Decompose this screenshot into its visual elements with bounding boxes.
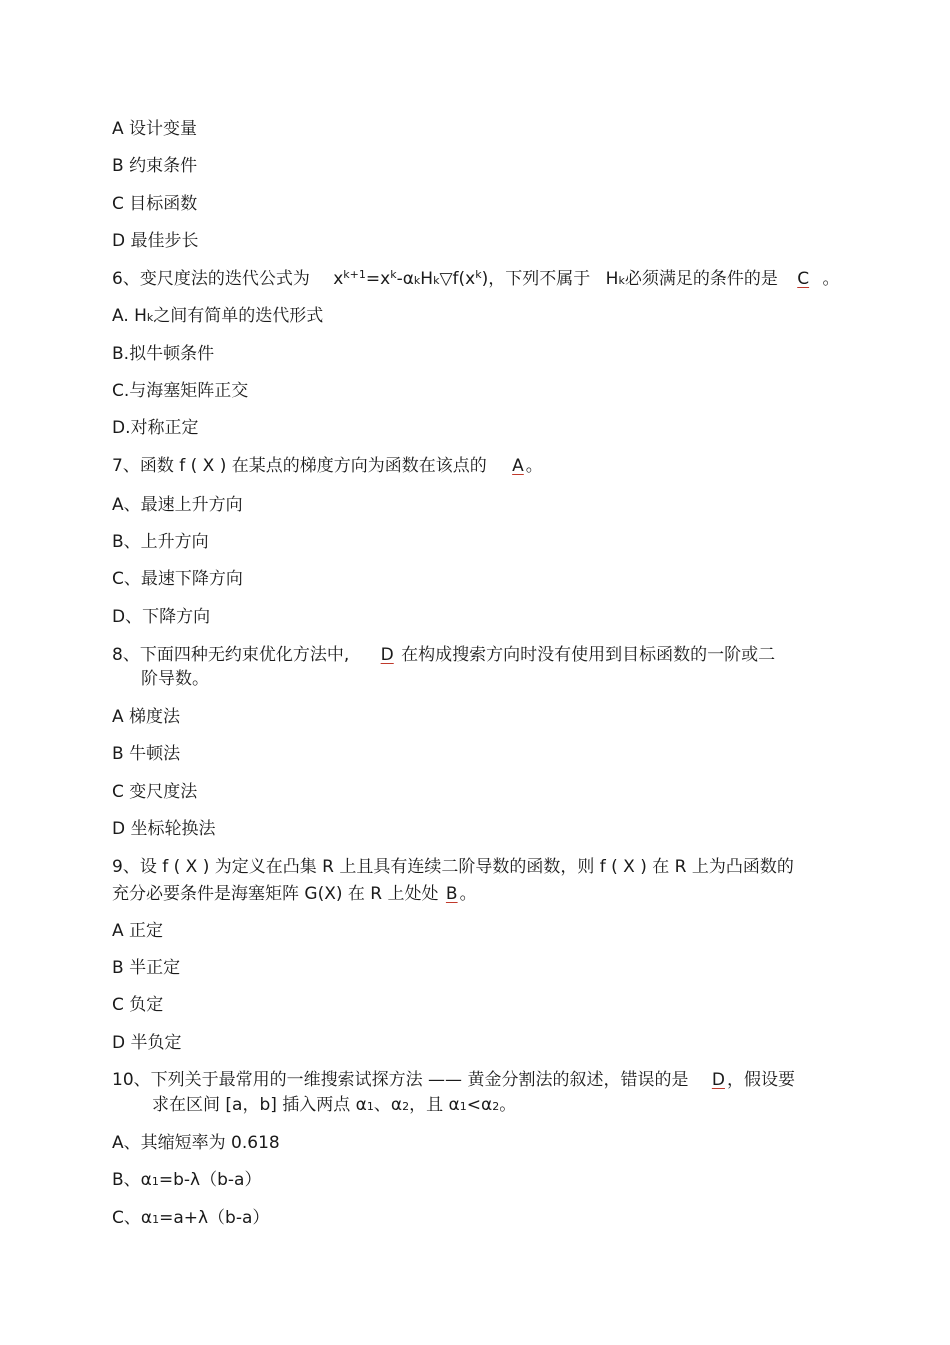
q7-option-b: B、上升方向 [112, 532, 209, 552]
q8-option-c: C 变尺度法 [112, 782, 198, 802]
q6-text-k: k [618, 274, 625, 287]
q10-option-c-a: C、α [112, 1208, 153, 1228]
q8-text-c: 阶导数。 [141, 669, 209, 689]
q10-line-2 [152, 1094, 516, 1118]
q10-line-2-a: 求在区间 [a，b] 插入两点 α [152, 1095, 367, 1115]
q10-answer: D [711, 1070, 725, 1090]
q9-end: 。 [459, 884, 477, 904]
question-8 [112, 644, 775, 666]
q10-option-c-s: 1 [152, 1213, 160, 1226]
q10-option-b-b: =b-λ（b-a） [158, 1170, 262, 1190]
q8-text-b: 在构成搜索方向时没有使用到目标函数的一阶或二 [401, 645, 776, 665]
q9-line-1: 9、设 f ( X ) 为定义在凸集 R 上且具有连续二阶导数的函数，则 f ( X ) 在 R 上为凸函数的 [112, 857, 794, 877]
q6-option-d: D.对称正定 [112, 418, 199, 438]
q6-formula-h: H [420, 269, 434, 289]
q6-formula [333, 269, 488, 289]
q10-option-b [112, 1169, 261, 1193]
q10-line-2-s2: 2 [402, 1100, 410, 1113]
q5-option-c: C 目标函数 [112, 194, 198, 214]
q5-option-b: B 约束条件 [112, 156, 198, 176]
q10-line-2-c: ，且 α [409, 1095, 460, 1115]
q9-answer: B [445, 884, 458, 904]
q9-option-d: D 半负定 [112, 1033, 182, 1053]
q8-option-d: D 坐标轮换法 [112, 819, 216, 839]
q6-formula-sup1: k+1 [343, 268, 366, 281]
q6-option-a [112, 305, 323, 329]
q6-option-b: B.拟牛顿条件 [112, 344, 215, 364]
q10-option-c-b: =a+λ（b-a） [159, 1208, 270, 1228]
q6-formula-eq: =x [365, 269, 391, 289]
q6-text-h: H [605, 269, 619, 289]
q10-option-b-a: B、α [112, 1170, 152, 1190]
q10-line-2-d: <α [466, 1095, 493, 1115]
q6-formula-k1: k [413, 274, 421, 287]
q10-text-a: 10、下列关于最常用的一维搜索试探方法 —— 黄金分割法的叙述，错误的是 [112, 1070, 689, 1090]
q7-answer: A [512, 456, 524, 476]
q6-formula-k2: k [433, 274, 440, 287]
q7-option-d: D、下降方向 [112, 607, 211, 627]
q8-answer: D [380, 645, 394, 665]
q5-option-d: D 最佳步长 [112, 231, 199, 251]
q10-line-2-b: 、α [373, 1095, 403, 1115]
q6-text-b: 必须满足的条件的是 [624, 269, 778, 289]
q6-option-c: C.与海塞矩阵正交 [112, 381, 249, 401]
q7-end: 。 [525, 456, 543, 476]
q6-formula-mid: -α [396, 269, 414, 289]
q9-option-b: B 半正定 [112, 958, 181, 978]
q6-formula-x: x [333, 269, 344, 289]
q9-option-c: C 负定 [112, 995, 164, 1015]
q7-text: 7、函数 f ( X ) 在某点的梯度方向为函数在该点的 [112, 456, 487, 476]
q8-option-b: B 牛顿法 [112, 744, 181, 764]
q10-line-2-s1: 1 [366, 1100, 374, 1113]
q9-line-2 [112, 883, 477, 905]
q10-line-2-e: 。 [499, 1095, 517, 1115]
q8-text-a: 8、下面四种无约束优化方法中, [112, 645, 350, 665]
question-7 [112, 455, 543, 477]
q6-text: 6、变尺度法的迭代公式为 [112, 269, 310, 289]
q6-option-a-k: k [146, 311, 154, 324]
q6-formula-grad: ▽f(x [439, 269, 476, 289]
question-10 [112, 1069, 795, 1091]
q6-text-a: ，下列不属于 [488, 269, 591, 289]
q10-line-2-s3: 1 [459, 1100, 467, 1113]
q10-option-a: A、其缩短率为 0.618 [112, 1133, 280, 1153]
q7-option-c: C、最速下降方向 [112, 569, 243, 589]
q6-formula-close: ) [481, 269, 489, 289]
q7-option-a: A、最速上升方向 [112, 495, 243, 515]
q6-option-a-pre: A. H [112, 306, 147, 326]
q6-answer: C [797, 269, 810, 289]
q10-option-b-s: 1 [151, 1175, 159, 1188]
q6-option-a-post: 之间有简单的迭代形式 [153, 306, 324, 326]
q6-end: 。 [822, 269, 840, 289]
q10-text-b: ，假设要 [726, 1070, 795, 1090]
q6-formula-sup3: k [475, 268, 482, 281]
q5-option-a: A 设计变量 [112, 119, 198, 139]
q10-line-2-s4: 2 [492, 1100, 500, 1113]
q9-line-2-text: 充分必要条件是海塞矩阵 G(X) 在 R 上处处 [112, 884, 439, 904]
q10-option-c [112, 1207, 269, 1231]
question-6 [112, 268, 840, 292]
q9-option-a: A 正定 [112, 921, 164, 941]
q6-formula-sup2: k [390, 268, 397, 281]
q8-option-a: A 梯度法 [112, 707, 181, 727]
